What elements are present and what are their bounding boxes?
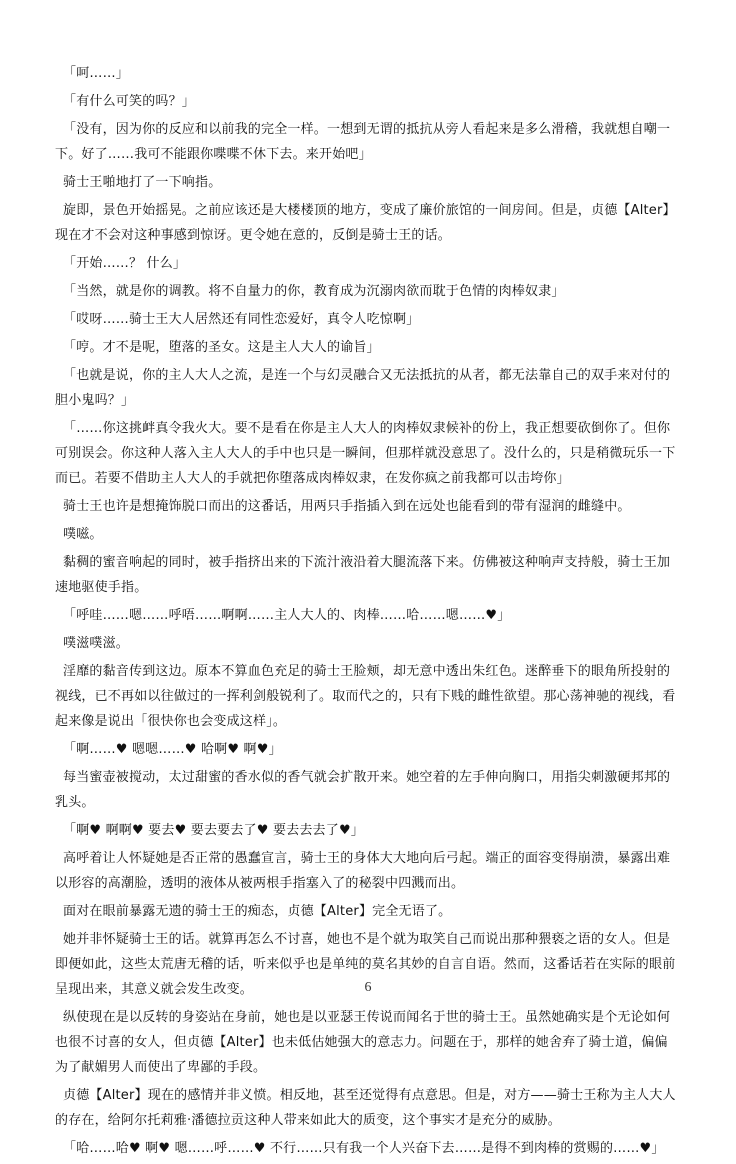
paragraph: 「呼哇……嗯……呼唔……啊啊……主人大人的、肉棒……哈……嗯……♥」 bbox=[63, 608, 511, 623]
paragraph: 贞德【Alter】现在的感情并非义愤。相反地，甚至还觉得有点意思。但是，对方——骑士王称为主人大人的存在，给阿尔托莉雅·潘德拉贡这种人带来如此大的质变，这个事实才是充分的威胁。 bbox=[55, 1088, 676, 1128]
page-number: 6 bbox=[364, 980, 372, 995]
paragraph: 旋即，景色开始摇晃。之前应该还是大楼楼顶的地方，变成了廉价旅馆的一间房间。但是，贞德【Alter】现在才不会对这种事感到惊讶。更令她在意的，反倒是骑士王的话。 bbox=[55, 203, 676, 243]
paragraph: 「哎呀……骑士王大人居然还有同性恋爱好，真令人吃惊啊」 bbox=[63, 312, 420, 327]
paragraph: 「哼。才不是呢，堕落的圣女。这是主人大人的谕旨」 bbox=[63, 340, 380, 355]
paragraph: 每当蜜壶被搅动，太过甜蜜的香水似的香气就会扩散开来。她空着的左手伸向胸口，用指尖刺激硬邦邦的乳头。 bbox=[55, 770, 671, 810]
paragraph: 噗滋噗滋。 bbox=[63, 636, 130, 651]
paragraph: 面对在眼前暴露无遗的骑士王的痴态，贞德【Alter】完全无语了。 bbox=[63, 904, 452, 919]
paragraph: 「啊……♥ 嗯嗯……♥ 哈啊♥ 啊♥」 bbox=[63, 742, 282, 757]
paragraph: 「当然，就是你的调教。将不自量力的你，教育成为沉溺肉欲而耽于色情的肉棒奴隶」 bbox=[63, 284, 565, 299]
paragraph: 骑士王啪地打了一下响指。 bbox=[63, 175, 222, 190]
paragraph: 「……你这挑衅真令我火大。要不是看在你是主人大人的肉棒奴隶候补的份上，我正想要砍倒你了。但你可别误会。你这种人落入主人大人的手中也只是一瞬间，但那样就没意思了。没什么的，只是稍微玩乐一下而已。若要不借助主人大人的手就把你堕落成肉棒奴隶，在发你疯之前我都可以击垮你」 bbox=[55, 421, 676, 486]
paragraph: 她并非怀疑骑士王的话。就算再怎么不讨喜，她也不是个就为取笑自己而说出那种猥亵之语的女人。但是即便如此，这些太荒唐无稽的话，听来似乎也是单纯的莫名其妙的自言自语。然而，这番话若在实际的眼前呈现出来，其意义就会发生改变。 bbox=[55, 932, 676, 997]
paragraph: 「开始……？ 什么」 bbox=[63, 256, 187, 271]
paragraph: 噗嗞。 bbox=[63, 527, 103, 542]
paragraph: 淫靡的黏音传到这边。原本不算血色充足的骑士王脸颊，却无意中透出朱红色。迷醉垂下的眼角所投射的视线，已不再如以往做过的一挥利剑般锐利了。取而代之的，只有下贱的雌性欲望。那心荡神驰的视线，看起来像是说出「很快你也会变成这样」。 bbox=[55, 664, 676, 729]
paragraph: 「呵……」 bbox=[63, 66, 130, 81]
paragraph: 纵使现在是以反转的身姿站在身前，她也是以亚瑟王传说而闻名于世的骑士王。虽然她确实是个无论如何也很不讨喜的女人，但贞德【Alter】也未低估她强大的意志力。问题在于，那样的她舍弃了骑士道，偏偏为了献媚男人而使出了卑鄙的手段。 bbox=[55, 1010, 671, 1075]
paragraph: 「哈……哈♥ 啊♥ 嗯……呼……♥ 不行……只有我一个人兴奋下去……是得不到肉棒的赏赐的……♥」 bbox=[63, 1141, 665, 1156]
paragraph: 「有什么可笑的吗？」 bbox=[63, 94, 196, 109]
paragraph: 「没有，因为你的反应和以前我的完全一样。一想到无谓的抵抗从旁人看起来是多么滑稽，我就想自嘲一下。好了……我可不能跟你喋喋不休下去。来开始吧」 bbox=[55, 122, 671, 162]
paragraph: 「啊♥ 啊啊♥ 要去♥ 要去要去了♥ 要去去去了♥」 bbox=[63, 823, 365, 838]
paragraph: 高呼着让人怀疑她是否正常的愚蠢宣言，骑士王的身体大大地向后弓起。端正的面容变得崩溃，暴露出难以形容的高潮脸，透明的液体从被两根手指塞入了的秘裂中四溅而出。 bbox=[55, 851, 671, 891]
paragraph: 黏稠的蜜音响起的同时，被手指挤出来的下流汁液沿着大腿流落下来。仿佛被这种响声支持般，骑士王加速地驱使手指。 bbox=[55, 555, 671, 595]
document-body bbox=[55, 61, 677, 1164]
paragraph: 骑士王也许是想掩饰脱口而出的这番话，用两只手指插入到在远处也能看到的带有湿润的雌缝中。 bbox=[63, 499, 631, 514]
paragraph: 「也就是说，你的主人大人之流，是连一个与幻灵融合又无法抵抗的从者，都无法靠自己的双手来对付的胆小鬼吗？」 bbox=[55, 368, 671, 408]
